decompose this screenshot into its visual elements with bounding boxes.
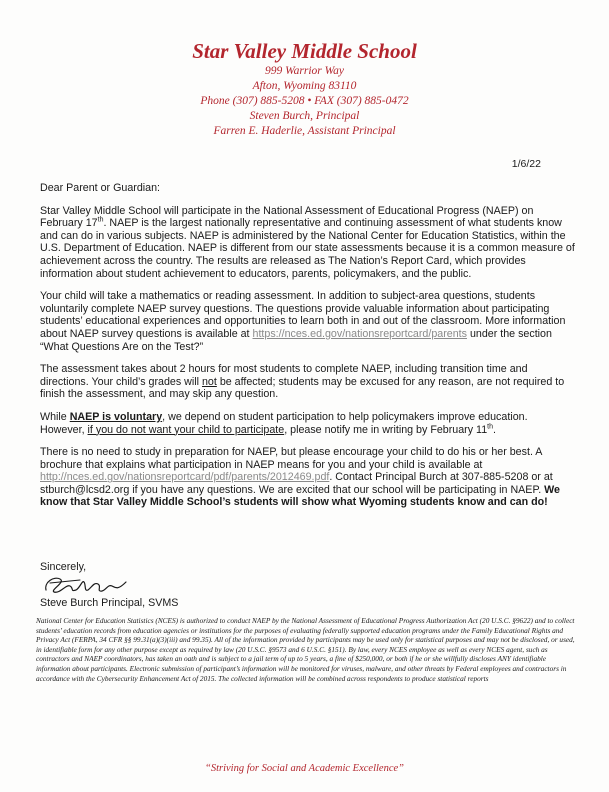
closing-statement-bold: We know that Star Valley Middle School’s students will show what Wyoming students know and can do!	[40, 483, 560, 509]
letterhead	[0, 38, 609, 139]
legal-disclaimer: National Center for Education Statistics (NCES) is authorized to conduct NAEP by the National Assessment of Educational Progress Authorization Act (20 U.S.C. §9622) and to collect students’ education records from education agencies or institutions for the purposes of evaluating federally supported education programs under the Family Educational Rights and Privacy Act (FERPA, 34 CFR §§ 99.31(a)(3)(iii) and 99.35). All of the information provided by participants may be used only for statistical purposes and may not be disclosed, or used, in identifiable form for any other purpose except as required by law (20 U.S.C. §9573 and 6 U.S.C. §151). By law, every NCES employee as well as every NCES agent, such as contractors and NAEP coordinators, has taken an oath and is subject to a jail term of up to 5 years, a fine of $250,000, or both if he or she willfully discloses ANY identifiable information about participants. Electronic submission of participant’s information will be monitored for viruses, malware, and other threats by Federal employees and contractors in accordance with the Cybersecurity Enhancement Act of 2015. The collected information will be combined across respondents to produce statistical reports	[36, 616, 575, 683]
p4-text-c: , please notify me in writing by February 11	[284, 423, 488, 436]
school-city: Afton, Wyoming 83110	[252, 80, 357, 92]
not-emphasis: not	[201, 375, 217, 388]
p4-text-a: While	[40, 410, 70, 423]
p4-text-d: .	[493, 423, 496, 436]
p1-text-a: Star Valley Middle School will participate in the National Assessment of Educational Progress (NAEP) on February 17	[40, 204, 534, 230]
p4-text-b: , we depend on student participation to help policymakers improve education. However,	[40, 410, 528, 436]
paragraph-naep-intro	[40, 205, 575, 281]
p3-text-b: be affected; students may be excused for any reason, are not required to finish the assessment, and may skip any question.	[40, 375, 565, 401]
signer-name: Steve Burch Principal, SVMS	[40, 597, 179, 609]
p1-text-b: . NAEP is the largest nationally representative and continuing assessment of what students know and can do in various subjects. NAEP is administered by the National Center for Education Statistics, within the U.S. Department of Education. NAEP is different from our state assessments because it is a common measure of achievement across the country. The results are released as The Nation’s Report Card, which provides information about student achievement to educators, parents, policymakers, and the public.	[40, 217, 575, 280]
naep-brochure-link[interactable]: http://nces.ed.gov/nationsreportcard/pdf/parents/2012469.pdf	[40, 471, 330, 484]
p2-text-a: Your child will take a mathematics or reading assessment. In addition to subject-area questions, students voluntarily complete NAEP survey questions. The questions provide valuable information about participating students’ educational experiences and opportunities to learn both in and out of the classroom. More information about NAEP survey questions is available at	[40, 290, 566, 340]
school-phone-fax: Phone (307) 885-5208 • FAX (307) 885-0472	[200, 95, 409, 107]
p5-text-b: . Contact Principal Burch at 307-885-5208 or at stburch@lcsd2.org if you have any questions. We are excited that our school will be participating in NAEP.	[40, 471, 553, 496]
closing: Sincerely,	[40, 561, 87, 573]
p3-text-a: The assessment takes about 2 hours for most students to complete NAEP, including transition time and directions. Your child’s grades will	[40, 363, 528, 388]
school-address: 999 Warrior Way	[264, 65, 345, 77]
letter-body	[40, 182, 575, 519]
naep-voluntary-emphasis: NAEP is voluntary	[69, 410, 163, 423]
principal-name: Steven Burch, Principal	[249, 110, 360, 122]
paragraph-voluntary	[40, 411, 575, 436]
school-motto: “Striving for Social and Academic Excellence”	[205, 763, 404, 774]
signature-icon	[40, 570, 130, 598]
letter-date: 1/6/22	[511, 158, 541, 170]
paragraph-assessment-duration	[40, 363, 575, 401]
naep-parents-link[interactable]: https://nces.ed.gov/nationsreportcard/parents	[252, 327, 467, 340]
opt-out-emphasis: if you do not want your child to participate	[87, 423, 285, 436]
p1-superscript: th	[97, 216, 104, 224]
school-name: Star Valley Middle School	[192, 39, 417, 63]
p4-superscript: th	[487, 422, 493, 430]
greeting: Dear Parent or Guardian:	[40, 182, 160, 194]
assistant-principal-name: Farren E. Haderlie, Assistant Principal	[213, 125, 396, 137]
paragraph-preparation	[40, 446, 575, 509]
p5-text-a: There is no need to study in preparation for NAEP, but please encourage your child to do his or her best. A brochure that explains what participation in NAEP means for you and your child is available at	[40, 446, 542, 471]
p2-text-b: under the section “What Questions Are on the Test?”	[40, 327, 552, 353]
paragraph-assessment-info	[40, 290, 575, 353]
